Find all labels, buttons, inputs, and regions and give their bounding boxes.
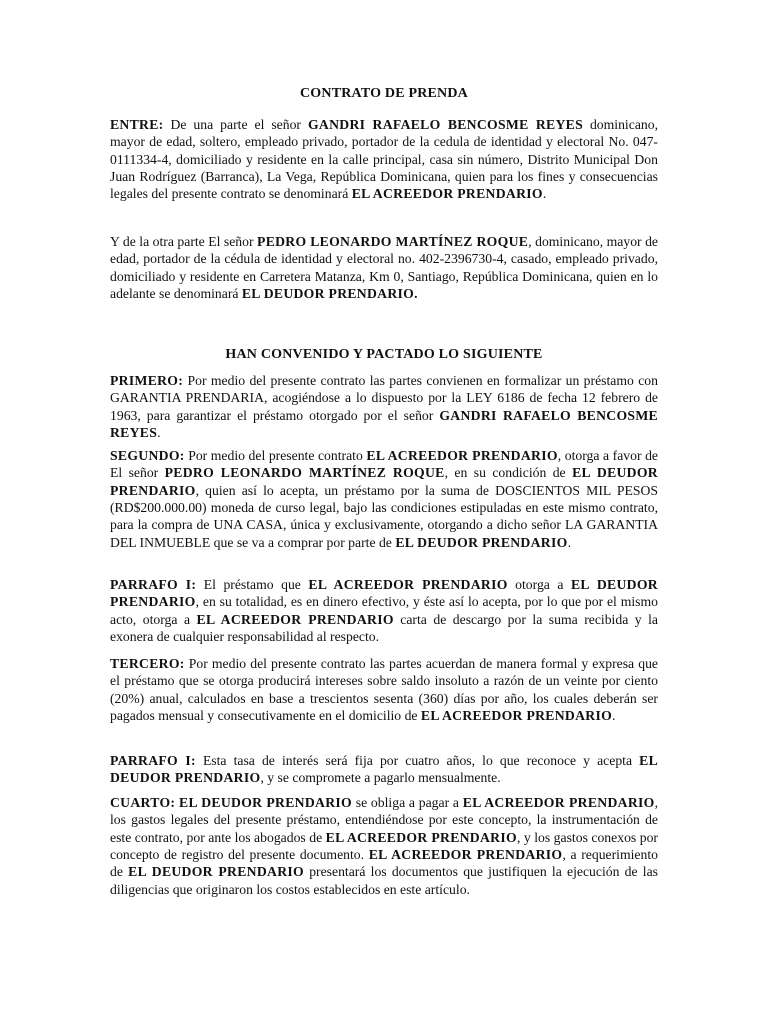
cuarto-text-1: se obliga a pagar a <box>351 794 463 810</box>
segundo-text-2: , otorga a favor de El señor <box>110 447 658 481</box>
cuarto-creditor: EL ACREEDOR PRENDARIO <box>462 794 655 810</box>
entre-label: ENTRE: <box>110 116 164 132</box>
parrafo-i-clause-1 <box>110 576 658 646</box>
cuarto-text-4: , a requerimiento de <box>110 846 658 880</box>
segundo-text-4: , quien así lo acepta, un préstamo por la suma de DOSCIENTOS MIL PESOS (RD$200.000.00) moneda de curso legal, bajo las condiciones estipuladas en este mismo contrato, para la compra de UNA CASA, única y exclusivamente, otorgando a dicho señor LA GARANTIA DEL INMUEBLE que se va a comprar por parte de <box>110 482 658 550</box>
tercero-text-1: Por medio del presente contrato las partes acuerdan de manera formal y expresa que el préstamo que se otorga producirá intereses sobre saldo insoluto a razón de un veinte por ciento (20%) anual, calculados en base a trescientos sesenta (360) días por año, los cuales deberán ser pagados mensual y consecutivamente en el domicilio de <box>110 655 658 723</box>
otra-parte-debtor-role: EL DEUDOR PRENDARIO. <box>241 285 418 301</box>
cuarto-clause <box>110 794 658 898</box>
cuarto-text-5: presentará los documentos que justifiquen la ejecución de las diligencias que originaron los costos establecidos en este artículo. <box>110 864 659 897</box>
segundo-clause <box>110 447 658 551</box>
section-subtitle: HAN CONVENIDO Y PACTADO LO SIGUIENTE <box>225 347 543 362</box>
otra-parte-text-1: Y de la otra parte El señor <box>110 233 258 249</box>
parrafo-ii-debtor: EL DEUDOR PRENDARIO <box>110 752 658 786</box>
otra-parte-text-2: , dominicano, mayor de edad, portador de la cédula de identidad y electoral no. 402-2396730-4, casado, empleado privado, domiciliado y residente en Carretera Matanza, Km 0, Santiago, República Dominicana, quien en lo adelante se denominará <box>110 233 658 301</box>
parrafo-i-label-2: PARRAFO I: <box>110 752 196 768</box>
tercero-text-2: . <box>612 707 616 723</box>
tercero-clause <box>110 655 658 725</box>
primero-text-1: Por medio del presente contrato las partes convienen en formalizar un préstamo con GARANTIA PRENDARIA, acogiéndose a lo dispuesto por la LEY 6186 de fecha 12 febrero de 1963, para garantizar el préstamo otorgado por el señor <box>110 372 658 423</box>
segundo-debtor-name: PEDRO LEONARDO MARTÍNEZ ROQUE <box>164 465 445 481</box>
tercero-creditor: EL ACREEDOR PRENDARIO <box>420 707 613 723</box>
segundo-label: SEGUNDO: <box>110 447 185 463</box>
entre-creditor-name: GANDRI RAFAELO BENCOSME REYES <box>307 116 583 132</box>
entre-text-1: De una parte el señor <box>163 116 308 132</box>
primero-creditor-name: GANDRI RAFAELO BENCOSME REYES <box>110 407 658 440</box>
otra-parte-debtor-name: PEDRO LEONARDO MARTÍNEZ ROQUE <box>257 233 529 249</box>
primero-clause <box>110 372 658 442</box>
tercero-label: TERCERO: <box>110 655 185 671</box>
primero-text-2: . <box>157 424 161 440</box>
segundo-debtor: EL DEUDOR PRENDARIO <box>110 465 658 498</box>
cuarto-text-2: , los gastos legales del presente préstamo, entendiéndose por este concepto, la instrumentación de este contrato, por ante los abogados de <box>110 794 659 845</box>
parrafo-i-text-3: , en su totalidad, es en dinero efectivo, y éste así lo acepta, por lo que por el mismo acto, otorga a <box>110 594 658 627</box>
entre-paragraph <box>110 116 658 203</box>
entre-creditor-role: EL ACREEDOR PRENDARIO <box>351 186 543 202</box>
parrafo-i-creditor: EL ACREEDOR PRENDARIO <box>308 576 508 592</box>
cuarto-creditor-2: EL ACREEDOR PRENDARIO <box>325 829 517 845</box>
cuarto-label: CUARTO: <box>110 794 176 810</box>
entre-text-2: dominicano, mayor de edad, soltero, empleado privado, portador de la cedula de identidad y electoral No. 047-0111334-4, domiciliado y residente en la calle principal, casa sin número, Distrito Municipal Don Juan Rodríguez (Barranca), La Vega, República Dominicana, quien para los fines y consecuencias legales del presente contrato se denominará <box>110 116 658 202</box>
segundo-debtor-2: EL DEUDOR PRENDARIO <box>395 534 568 550</box>
parrafo-i-clause-2 <box>110 752 658 787</box>
cuarto-text-3: , y los gastos conexos por concepto de registro del presente documento. <box>110 829 658 862</box>
parrafo-i-text-1: El préstamo que <box>196 576 309 592</box>
parrafo-i-creditor-2: EL ACREEDOR PRENDARIO <box>196 611 394 627</box>
segundo-text-5: . <box>567 534 571 550</box>
parrafo-ii-text-2: , y se compromete a pagarlo mensualmente. <box>260 770 501 786</box>
cuarto-debtor-2: EL DEUDOR PRENDARIO <box>128 864 304 880</box>
cuarto-debtor: EL DEUDOR PRENDARIO <box>179 794 352 810</box>
parrafo-i-debtor: EL DEUDOR PRENDARIO <box>110 576 658 610</box>
parrafo-i-text-4: carta de descargo por la suma recibida y la exonera de cualquier responsabilidad al respecto. <box>110 611 658 644</box>
document-title: CONTRATO DE PRENDA <box>300 86 468 101</box>
entre-text-3: . <box>542 186 547 202</box>
parrafo-i-label-1: PARRAFO I: <box>110 576 197 592</box>
segundo-text-1: Por medio del presente contrato <box>184 447 367 463</box>
segundo-creditor: EL ACREEDOR PRENDARIO <box>366 447 558 463</box>
parrafo-i-text-2: otorga a <box>507 576 571 592</box>
otra-parte-paragraph <box>110 233 658 303</box>
segundo-text-3: , en su condición de <box>444 465 573 481</box>
primero-label: PRIMERO: <box>110 372 184 388</box>
cuarto-creditor-3: EL ACREEDOR PRENDARIO <box>368 846 563 862</box>
parrafo-ii-text-1: Esta tasa de interés será fija por cuatro años, lo que reconoce y acepta <box>195 752 640 768</box>
